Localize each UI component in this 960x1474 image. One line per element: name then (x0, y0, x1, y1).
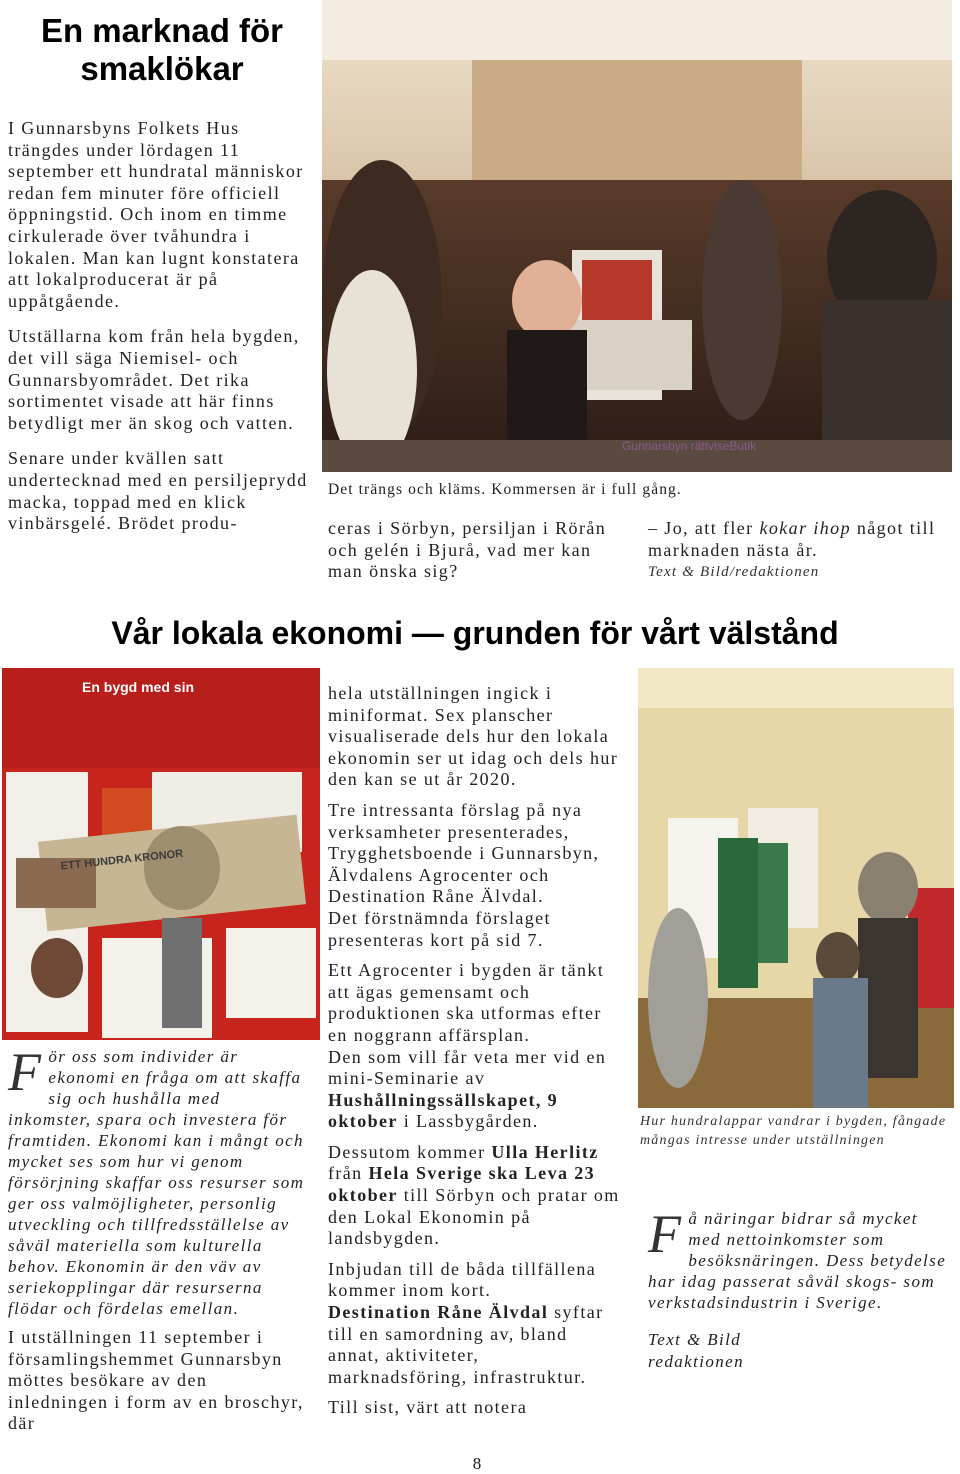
shop-banner-sign: Gunnarsbyn rättviseButik (622, 439, 757, 453)
quote-emphasis: kokar ihop (759, 518, 851, 538)
article1-paragraph: I Gunnarsbyns Folkets Hus trängdes under lördagen 11 september ett hundratal människor redan fem minuter före officiell öppningstid. Och inom en timme cirkulerade över tvåhundra i lokalen. Man kan lugnt konstatera att lokalproducerat är på uppåtgående. (8, 118, 304, 311)
market-crowd-photo (322, 0, 952, 472)
intro-dropcap: F (8, 1042, 43, 1102)
article1-paragraph: Utställarna kom från hela bygden, det vill säga Niemisel- och Gunnarsbyområdet. Det rika sortimentet visade att här finns betydligt mer än skog och vatten. (8, 326, 300, 433)
article1-headline: En marknad för smaklökar (40, 12, 284, 87)
speaker-name: Ulla Herlitz (491, 1141, 599, 1162)
banknote-text: ETT HUNDRA KRONOR (60, 847, 184, 873)
speaker-org: Hela Sverige ska Leva 23 oktober (328, 1163, 596, 1206)
poster-title-line: En bygd med sin (82, 679, 195, 695)
svg-text:En bygd med sin (82, 679, 194, 695)
page-number: 8 (472, 1454, 482, 1473)
article2-credit: redaktionen (648, 1351, 744, 1371)
right-dropcap: F (648, 1204, 683, 1264)
article2-left-column (8, 1042, 308, 1435)
article2-credit: Text & Bild (648, 1330, 742, 1349)
exhibition-photo-caption: Hur hundralappar vandrar i bygden, fångade mångas intresse under utställningen (640, 1114, 947, 1148)
article1-left-column (8, 118, 308, 535)
article2-paragraph: I utställningen 11 september i församlingshemmet Gunnarsbyn möttes besökare av den inledningen i form av en broschyr, där (8, 1327, 304, 1434)
article1-quote: – Jo, att fler kokar ihop något till marknaden nästa år. Text & Bild/redaktionen (648, 518, 948, 582)
seminar-org: Hushållningssällskapet, 9 oktober (328, 1089, 559, 1132)
destination-name: Destination Råne Älvdal (328, 1302, 549, 1323)
article2-middle-column: hela utställningen ingick i miniformat. Sex planscher visualiserade dels hur den lokala ekonomin ser ut idag och dels hur den kan se ut år 2020. Tre intressanta förslag på nya verksamheter presenterades, Trygghetsboende i Gunnarsbyn, Älvdalens Agrocenter och Destination Råne Älvdal. Det förstnämnda förslaget presenteras kort på sid 7. Ett Agrocenter i bygden är tänkt att ägas gemensamt och produktionen ska utformas efter en noggrann affärsplan. Den som vill får veta mer vid en mini-Seminarie av Hushållningssällskapet, 9 oktober i Lassbygården. Dessutom kommer Ulla Herlitz från Hela Sverige ska Leva 23 oktober till Sörbyn och pratar om den Lokal Ekonomin på landsbygden. Inbjudan till de båda tillfällena kommer inom kort. Destination Råne Älvdal syftar till en samordning av, bland annat, aktiviteter, marknadsföring, infrastruktur. Till sist, värt att notera (328, 683, 620, 1418)
economy-poster-photo (2, 668, 320, 1040)
article2-right-column: Få näringar bidrar så mycket med nettoinkomster som besöksnäringen. Dess betydelse har idag passerat såväl skogs- som verkstadsindustrin i Sverige. Text & Bild redaktionen (648, 1204, 947, 1371)
market-photo-caption: Det trängs och kläms. Kommersen är i full gång. (328, 481, 682, 498)
article2-headline: Vår lokala ekonomi — grunden för vårt välstånd (111, 615, 839, 651)
article1-continuation: ceras i Sörbyn, persiljan i Rörån och gelén i Bjurå, vad mer kan man önska sig? (328, 518, 607, 582)
exhibition-photo (638, 668, 954, 1108)
article1-credit: Text & Bild/redaktionen (648, 564, 820, 581)
article2-intro: För oss som individer är ekonomi en fråga om att skaffa sig och hushålla med inkomster, spara och investera för framtiden. Ekonomi kan i mångt och mycket ses som hur vi genom försörjning skaffar oss resurser som ger oss valmöjligheter, personlig utveckling och tillfredsställelse av såväl materiella som kulturella behov. Ekonomin är den väv av seriekopplingar där resurserna flödar och fördelas emellan. (8, 1042, 305, 1318)
article1-paragraph: Senare under kvällen satt undertecknad med en persiljeprydd macka, toppad med en klick vinbärsgelé. Brödet produ- (8, 448, 308, 534)
